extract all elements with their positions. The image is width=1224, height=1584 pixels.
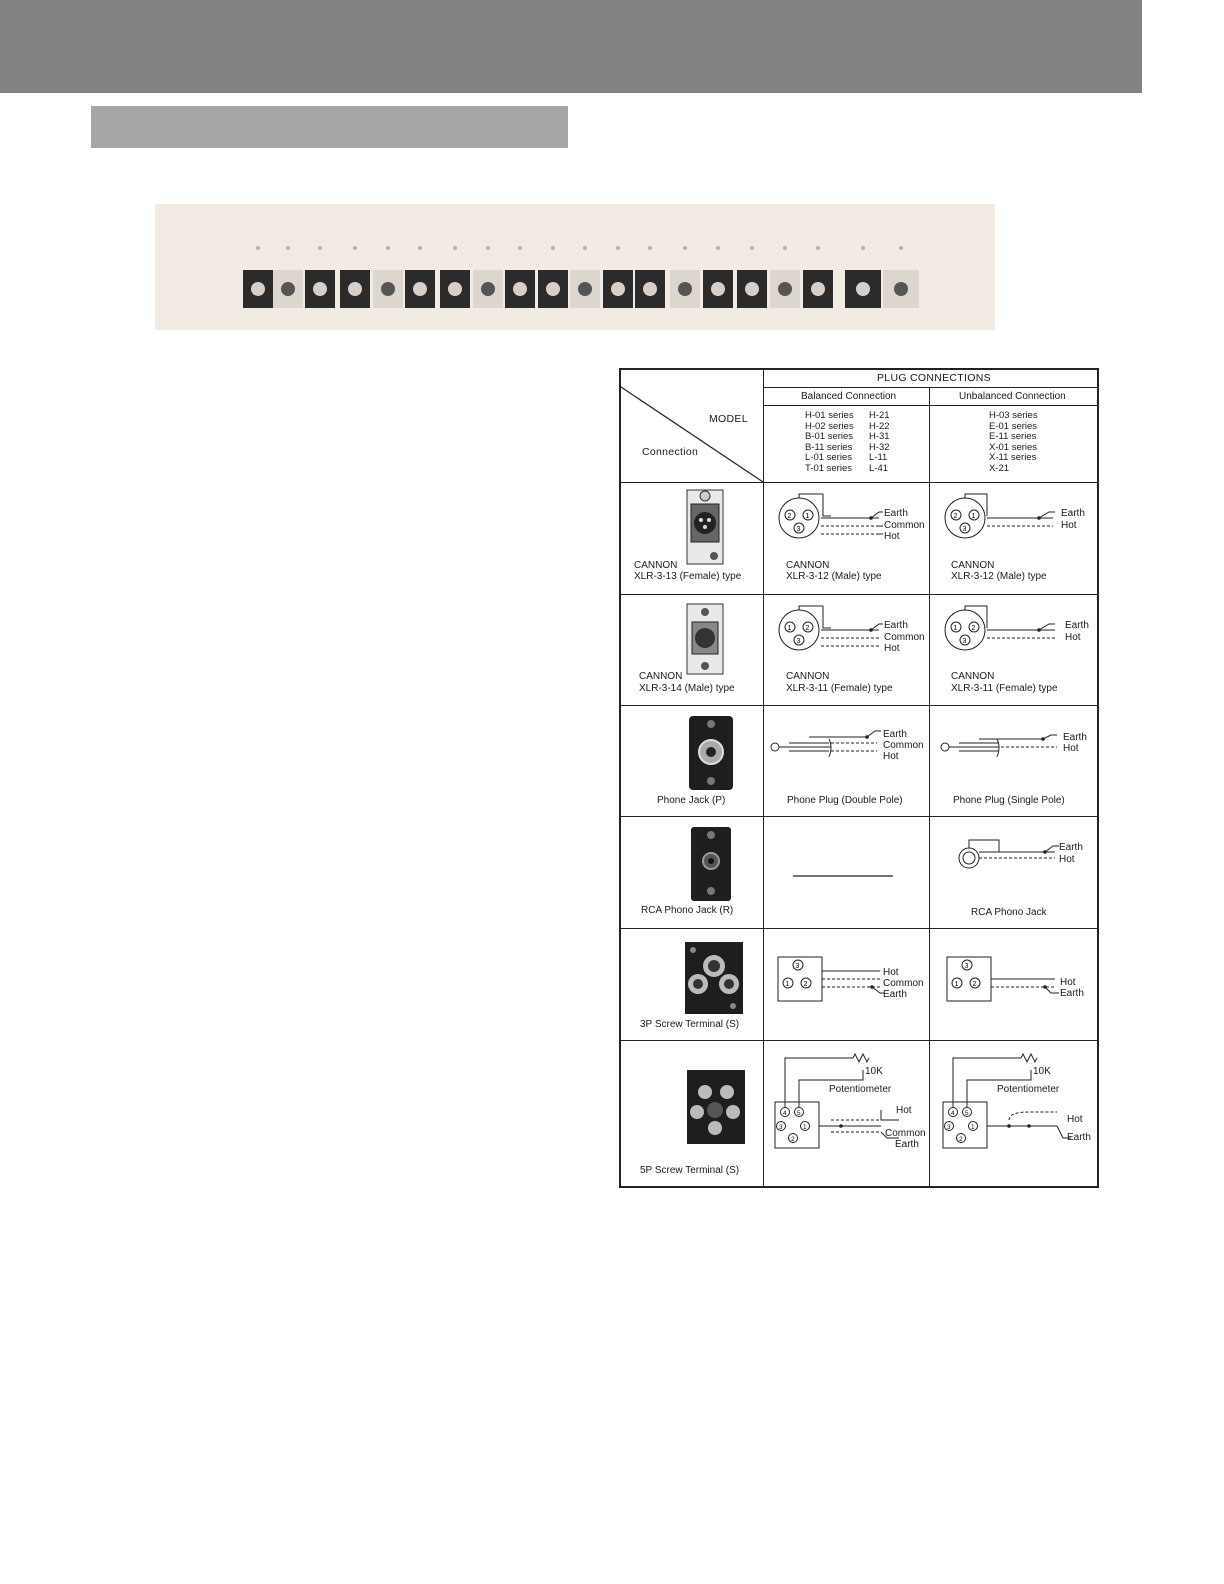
- panel-screw-icon: [286, 246, 290, 250]
- wire-label: Common: [884, 632, 925, 643]
- svg-text:3: 3: [947, 1124, 951, 1131]
- wire-label: Hot: [1067, 1114, 1083, 1125]
- svg-text:4: 4: [951, 1110, 955, 1117]
- panel-jack-icon: [313, 282, 327, 296]
- connector-panel-illustration: [155, 204, 995, 330]
- svg-text:2: 2: [803, 981, 808, 988]
- panel-screw-icon: [899, 246, 903, 250]
- panel-jack-icon: [643, 282, 657, 296]
- svg-text:1: 1: [953, 625, 958, 632]
- connector-name: CANNON: [634, 560, 678, 571]
- svg-text:4: 4: [783, 1110, 787, 1117]
- 3p-screw-terminal-icon: [683, 940, 747, 1016]
- pot-value: 10K: [1033, 1066, 1051, 1077]
- panel-jack-icon: [281, 282, 295, 296]
- panel-jack-icon: [513, 282, 527, 296]
- wire-label: Earth: [1060, 988, 1084, 999]
- wire-label: Hot: [883, 751, 899, 762]
- plug-type: XLR-3-11 (Female) type: [951, 683, 1058, 694]
- plug-name: CANNON: [951, 560, 995, 571]
- svg-text:2: 2: [972, 981, 977, 988]
- connector-name: 3P Screw Terminal (S): [640, 1019, 740, 1030]
- wire-label: Earth: [883, 729, 907, 740]
- wire-label: Common: [885, 1128, 926, 1139]
- plug-type: XLR-3-12 (Male) type: [951, 571, 1047, 582]
- panel-jack-icon: [711, 282, 725, 296]
- wire-label: Earth: [1061, 508, 1085, 519]
- plug-name: CANNON: [951, 671, 995, 682]
- connector-name: 5P Screw Terminal (S): [640, 1165, 740, 1176]
- row-divider: [621, 816, 1097, 817]
- section-title-band: [91, 106, 568, 148]
- balanced-model-list-left: H-01 series H-02 series B-01 series B-11 series L-01 series T-01 series: [805, 410, 854, 474]
- panel-screw-icon: [861, 246, 865, 250]
- svg-text:2: 2: [971, 625, 976, 632]
- panel-screw-icon: [616, 246, 620, 250]
- row-divider: [621, 594, 1097, 595]
- panel-jack-icon: [811, 282, 825, 296]
- panel-jack-icon: [778, 282, 792, 296]
- pot-label: Potentiometer: [997, 1084, 1060, 1095]
- svg-text:1: 1: [971, 513, 976, 520]
- wire-label: Hot: [884, 643, 900, 654]
- wire-label: Hot: [884, 531, 900, 542]
- phone-jack-icon: [661, 714, 751, 794]
- connector-name: CANNON: [639, 671, 683, 682]
- svg-text:5: 5: [965, 1110, 969, 1117]
- wire-label: Common: [883, 740, 924, 751]
- 3p-unbalanced-wiring-diagram: [945, 953, 1065, 1013]
- wire-label: Hot: [883, 967, 899, 978]
- svg-text:3: 3: [962, 526, 967, 533]
- connector-name: RCA Phono Jack (R): [641, 905, 734, 916]
- svg-text:2: 2: [787, 513, 792, 520]
- wire-label: Common: [883, 978, 924, 989]
- panel-screw-icon: [486, 246, 490, 250]
- svg-text:2: 2: [805, 625, 810, 632]
- connector-type: XLR-3-13 (Female) type: [634, 571, 742, 582]
- unbalanced-model-list: H-03 series E-01 series E-11 series X-01 series X-11 series X-21: [989, 410, 1038, 474]
- plug-connections-table: [619, 368, 1099, 1188]
- balanced-model-list-right: H-21 H-22 H-31 H-32 L-11 L-41: [869, 410, 890, 474]
- wire-label: Hot: [1065, 632, 1081, 643]
- row-divider: [621, 1040, 1097, 1041]
- svg-text:3: 3: [779, 1124, 783, 1131]
- row-divider: [763, 405, 1097, 406]
- panel-screw-icon: [318, 246, 322, 250]
- panel-screw-icon: [750, 246, 754, 250]
- connection-label: Connection: [642, 446, 699, 458]
- wire-label: Earth: [884, 620, 908, 631]
- wire-label: Earth: [884, 508, 908, 519]
- row-divider: [621, 705, 1097, 706]
- 3p-balanced-wiring-diagram: [776, 953, 886, 1013]
- balanced-column-header: Balanced Connection: [801, 391, 897, 402]
- svg-text:2: 2: [959, 1136, 963, 1143]
- svg-text:2: 2: [791, 1136, 795, 1143]
- svg-text:1: 1: [971, 1124, 975, 1131]
- wire-label: Hot: [1060, 977, 1076, 988]
- not-applicable-line: [793, 870, 895, 882]
- wire-label: Earth: [1059, 842, 1083, 853]
- wire-label: Earth: [1065, 620, 1089, 631]
- plug-name: RCA Phono Jack: [971, 907, 1047, 918]
- svg-text:1: 1: [805, 513, 810, 520]
- panel-jack-icon: [546, 282, 560, 296]
- panel-jack-icon: [481, 282, 495, 296]
- svg-text:5: 5: [797, 1110, 801, 1117]
- wire-label: Earth: [895, 1139, 919, 1150]
- row-divider: [621, 928, 1097, 929]
- svg-text:3: 3: [964, 963, 969, 970]
- plug-name: Phone Plug (Double Pole): [787, 795, 903, 806]
- svg-text:1: 1: [803, 1124, 807, 1131]
- pot-label: Potentiometer: [829, 1084, 892, 1095]
- row-divider: [763, 387, 1097, 388]
- panel-screw-icon: [353, 246, 357, 250]
- panel-jack-icon: [413, 282, 427, 296]
- panel-screw-icon: [386, 246, 390, 250]
- panel-jack-icon: [856, 282, 870, 296]
- wire-label: Earth: [883, 989, 907, 1000]
- panel-screw-icon: [518, 246, 522, 250]
- svg-text:1: 1: [787, 625, 792, 632]
- plug-type: XLR-3-12 (Male) type: [786, 571, 882, 582]
- xlr-female-jack-icon: [661, 488, 751, 568]
- panel-screw-icon: [716, 246, 720, 250]
- row-divider: [621, 482, 1097, 483]
- connector-type: XLR-3-14 (Male) type: [639, 683, 735, 694]
- panel-jack-icon: [578, 282, 592, 296]
- plug-name: CANNON: [786, 671, 830, 682]
- wire-label: Hot: [1061, 520, 1077, 531]
- connector-panel-photo: [155, 204, 995, 330]
- panel-screw-icon: [256, 246, 260, 250]
- connector-name: Phone Jack (P): [657, 795, 726, 806]
- panel-screw-icon: [648, 246, 652, 250]
- panel-screw-icon: [583, 246, 587, 250]
- svg-text:2: 2: [953, 513, 958, 520]
- wire-label: Common: [884, 520, 925, 531]
- 5p-screw-terminal-icon: [685, 1068, 749, 1146]
- wire-label: Hot: [896, 1105, 912, 1116]
- plug-type: XLR-3-11 (Female) type: [786, 683, 893, 694]
- panel-jack-icon: [678, 282, 692, 296]
- panel-screw-icon: [418, 246, 422, 250]
- svg-text:3: 3: [795, 963, 800, 970]
- panel-jack-icon: [611, 282, 625, 296]
- wire-label: Hot: [1063, 743, 1079, 754]
- panel-screw-icon: [453, 246, 457, 250]
- svg-text:3: 3: [962, 638, 967, 645]
- table-title: PLUG CONNECTIONS: [877, 372, 991, 384]
- svg-text:3: 3: [796, 638, 801, 645]
- svg-text:1: 1: [954, 981, 959, 988]
- wire-label: Hot: [1059, 854, 1075, 865]
- unbalanced-column-header: Unbalanced Connection: [959, 391, 1066, 402]
- plug-name: Phone Plug (Single Pole): [953, 795, 1065, 806]
- panel-screw-icon: [683, 246, 687, 250]
- plug-name: CANNON: [786, 560, 830, 571]
- panel-jack-icon: [745, 282, 759, 296]
- xlr-male-jack-icon: [661, 600, 751, 680]
- panel-jack-icon: [251, 282, 265, 296]
- model-label: MODEL: [709, 413, 748, 425]
- rca-jack-icon: [661, 825, 751, 905]
- svg-text:1: 1: [785, 981, 790, 988]
- column-divider: [763, 370, 764, 1186]
- header-band: [0, 0, 1142, 93]
- header-diagonal: [621, 387, 763, 482]
- svg-text:3: 3: [796, 526, 801, 533]
- panel-jack-icon: [894, 282, 908, 296]
- panel-jack-icon: [448, 282, 462, 296]
- panel-jack-icon: [381, 282, 395, 296]
- panel-screw-icon: [551, 246, 555, 250]
- panel-jack-icon: [348, 282, 362, 296]
- panel-screw-icon: [816, 246, 820, 250]
- wire-label: Earth: [1067, 1132, 1091, 1143]
- wire-label: Earth: [1063, 732, 1087, 743]
- pot-value: 10K: [865, 1066, 883, 1077]
- panel-screw-icon: [783, 246, 787, 250]
